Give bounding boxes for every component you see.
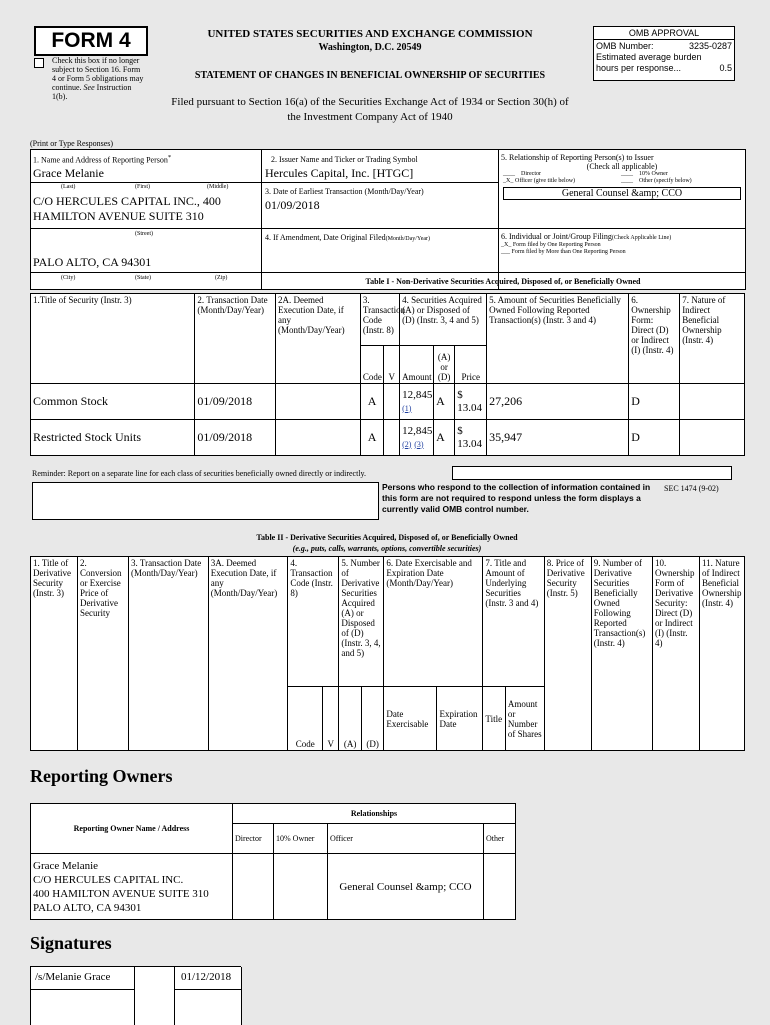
table2 <box>30 556 745 751</box>
print-type: (Print or Type Responses) <box>30 139 114 148</box>
address-line-2: HAMILTON AVENUE SUITE 310 <box>33 209 204 223</box>
t2-title: Title <box>483 687 505 751</box>
t1-h2a: 2A. Deemed Execution Date, if any (Month/Day/Year) <box>276 294 361 384</box>
reminder-field <box>452 466 732 480</box>
table2-subtitle: (e.g., puts, calls, warrants, options, convertible securities) <box>292 544 482 553</box>
t2-date-exercisable: Date Exercisable <box>384 687 437 751</box>
box5-sub: (Check all applicable) <box>586 162 658 171</box>
checkbox-see: See <box>83 83 95 92</box>
t1-r2-amount-cell <box>400 420 434 456</box>
city-state-zip: PALO ALTO, CA 94301 <box>33 255 152 269</box>
t2-h3a: 3A. Deemed Execution Date, if any (Month/Day/Year) <box>208 557 288 751</box>
t2-a: (A) <box>339 687 361 751</box>
t1-r2-title: Restricted Stock Units <box>31 420 195 456</box>
filing-box <box>501 232 743 256</box>
t2-amount: Amount or Number of Shares <box>505 687 544 751</box>
t2-h3: 3. Transaction Date (Month/Day/Year) <box>129 557 209 751</box>
t1-r1-footnote[interactable]: (1) <box>402 403 412 413</box>
t1-r2-footnote-2[interactable]: (2) <box>402 439 412 449</box>
t1-h1: 1.Title of Security (Instr. 3) <box>31 294 195 384</box>
t1-price: Price <box>455 346 487 384</box>
relationship-box: 5. Relationship of Reporting Person(s) to Issuer (Check all applicable) ____ Director ____ 10% Owner _X_ Officer (give title below) ____ Other (specify below) General Counsel &amp; CCO <box>501 153 743 200</box>
officer-mark: _X_ <box>503 178 514 184</box>
address-line-1: C/O HERCULES CAPITAL INC., 400 <box>33 194 221 208</box>
filed-pursuant-2: the Investment Company Act of 1940 <box>287 111 453 123</box>
filing-option-one: _X_ Form filed by One Reporting Person <box>501 242 601 248</box>
omb-hours: 0.5 <box>719 63 732 73</box>
issuer-box <box>265 155 495 180</box>
last-caption: (Last) <box>61 184 76 190</box>
box5-label: 5. Relationship of Reporting Person(s) to Issuer <box>501 153 654 162</box>
t1-h6: 6. Ownership Form: Direct (D) or Indirect (I) (Instr. 4) <box>629 294 680 384</box>
agency-location: Washington, D.C. 20549 <box>318 42 422 53</box>
owner-row <box>31 854 516 920</box>
table2-title: Table II - Derivative Securities Acquired, Disposed of, or Beneficially Owned <box>256 533 518 542</box>
signatures-heading: Signatures <box>30 933 112 953</box>
officer-header: Officer <box>328 824 484 854</box>
t1-r1-v <box>384 384 400 420</box>
t2-h2: 2. Conversion or Exercise Price of Derivative Security <box>77 557 128 751</box>
t2-h11: 11. Nature of Indirect Beneficial Ownership (Instr. 4) <box>699 557 744 751</box>
other-option: Other (specify below) <box>639 178 692 184</box>
box1-label: 1. Name and Address of Reporting Person <box>33 155 168 165</box>
t1-h2: 2. Transaction Date (Month/Day/Year) <box>195 294 276 384</box>
t1-r1-title: Common Stock <box>31 384 195 420</box>
ten-owner-option: 10% Owner <box>639 171 668 177</box>
owner-address-cell <box>31 854 233 920</box>
t1-r2-nature <box>680 420 745 456</box>
t1-h7: 7. Nature of Indirect Beneficial Ownership (Instr. 4) <box>680 294 745 384</box>
earliest-transaction-date: 01/09/2018 <box>265 198 320 212</box>
t2-h5: 5. Number of Derivative Securities Acquired (A) or Disposed of (D) (Instr. 3, 4, and 5) <box>339 557 384 687</box>
director-header: Director <box>233 824 274 854</box>
first-caption: (First) <box>135 184 150 190</box>
top-boxes <box>30 149 746 290</box>
t1-aord: (A) or (D) <box>434 346 455 384</box>
other-header: Other <box>484 824 516 854</box>
t2-h7: 7. Title and Amount of Underlying Securities (Instr. 3 and 4) <box>483 557 544 687</box>
t1-r1-amount-cell <box>400 384 434 420</box>
no-longer-subject-checkbox[interactable] <box>34 58 44 68</box>
earliest-transaction-box <box>265 187 495 212</box>
omb-number-label: OMB Number: <box>596 41 654 51</box>
omb-number: 3235-0287 <box>688 41 732 51</box>
city-caption: (City) <box>61 275 76 281</box>
t1-r2-owned: 35,947 <box>487 420 629 456</box>
t1-r2-form: D <box>629 420 680 456</box>
t1-h4: 4. Securities Acquired (A) or Disposed of (D) (Instr. 3, 4 and 5) <box>400 294 487 346</box>
t1-h3: 3. Transaction Code (Instr. 8) <box>360 294 399 346</box>
reporting-owners-table <box>30 803 516 920</box>
box4-label: 4. If Amendment, Date Original Filed <box>265 233 386 242</box>
t1-r2-date: 01/09/2018 <box>195 420 276 456</box>
t2-h9: 9. Number of Derivative Securities Beneficially Owned Following Reported Transaction(s) (Instr. 4) <box>591 557 652 751</box>
owner-line-2: C/O HERCULES CAPITAL INC. <box>33 873 184 886</box>
owner-line-1: Grace Melanie <box>33 859 99 872</box>
signature-value: /s/Melanie Grace <box>35 971 111 983</box>
form-title-box <box>34 26 148 56</box>
filed-pursuant-1: Filed pursuant to Section 16(a) of the Securities Exchange Act of 1934 or Section 30(h) of <box>171 96 569 108</box>
reporting-owners-heading: Reporting Owners <box>30 766 173 786</box>
t1-r1-code: A <box>360 384 383 420</box>
amendment-box <box>265 233 495 243</box>
issuer-name: Hercules Capital, Inc. [HTGC] <box>265 166 414 180</box>
t1-r1-amount: 12,845 <box>402 388 433 401</box>
box6-label: 6. Individual or Joint/Group Filing <box>501 232 612 241</box>
checkbox-text: Check this box if no longer subject to Section 16. Form 4 or Form 5 obligations may continue. <box>52 56 144 92</box>
t1-r2-footnote-3[interactable]: (3) <box>414 439 424 449</box>
checkbox-area <box>34 56 146 101</box>
owner-line-3: 400 HAMILTON AVENUE SUITE 310 <box>33 887 209 900</box>
zip-caption: (Zip) <box>215 275 228 281</box>
t1-r1-form: D <box>629 384 680 420</box>
t2-h10: 10. Ownership Form of Derivative Security: Direct (D) or Indirect (I) (Instr. 4) <box>652 557 699 751</box>
t1-amount: Amount <box>400 346 434 384</box>
t2-h8: 8. Price of Derivative Security (Instr. 5) <box>544 557 591 751</box>
statement-title: STATEMENT OF CHANGES IN BENEFICIAL OWNERSHIP OF SECURITIES <box>194 70 546 81</box>
ten-owner-header: 10% Owner <box>274 824 328 854</box>
omb-hours-label: hours per response... <box>596 63 682 73</box>
box3-label: 3. Date of Earliest Transaction (Month/Day/Year) <box>265 187 424 196</box>
table-row <box>31 420 745 456</box>
agency-name: UNITED STATES SECURITIES AND EXCHANGE COMMISSION <box>207 28 533 40</box>
reporting-person-name: Grace Melanie <box>33 165 104 180</box>
officer-option: Officer (give title below) <box>515 178 576 184</box>
middle-caption: (Middle) <box>207 184 229 190</box>
t1-r2-amount: 12,845 <box>402 424 433 437</box>
owner-line-4: PALO ALTO, CA 94301 <box>33 901 142 914</box>
t1-r2-aord: A <box>434 420 455 456</box>
signature-block <box>30 966 241 1025</box>
t1-r1-nature <box>680 384 745 420</box>
relationships-header: Relationships <box>233 804 516 824</box>
table1 <box>30 293 745 456</box>
street-caption: (Street) <box>135 231 153 237</box>
sec-code: SEC 1474 (9-02) <box>664 484 719 493</box>
omb-approval-box <box>593 26 735 81</box>
reporting-person-box <box>33 153 259 180</box>
table1-title: Table I - Non-Derivative Securities Acquired, Disposed of, or Beneficially Owned <box>365 277 641 286</box>
filing-option-multiple: ___ Form filed by More than One Reporting Person <box>501 249 626 255</box>
reminder-text: Reminder: Report on a separate line for each class of securities beneficially owned directly or indirectly. <box>32 469 367 478</box>
t1-r1-price: $ 13.04 <box>455 384 487 420</box>
t2-h1: 1. Title of Derivative Security (Instr. 3) <box>31 557 78 751</box>
t2-expiration: Expiration Date <box>437 687 483 751</box>
owner-name-header: Reporting Owner Name / Address <box>31 804 233 854</box>
t2-d: (D) <box>361 687 383 751</box>
signature-date: 01/12/2018 <box>181 971 232 983</box>
table-row <box>31 384 745 420</box>
form-title: FORM 4 <box>51 29 131 52</box>
t2-v: V <box>323 687 339 751</box>
t1-r2-price: $ 13.04 <box>455 420 487 456</box>
checkbox-instruction: Instruction 1(b). <box>52 83 132 101</box>
t1-r1-date: 01/09/2018 <box>195 384 276 420</box>
state-caption: (State) <box>135 275 151 281</box>
persons-notice: Persons who respond to the collection of information contained in this form are not required to respond unless the form displays a currently valid OMB control number. <box>382 482 651 514</box>
box1-star: * <box>167 154 172 161</box>
box2-label: 2. Issuer Name and Ticker or Trading Symbol <box>271 155 418 164</box>
t1-r1-aord: A <box>434 384 455 420</box>
t1-r2-code: A <box>360 420 383 456</box>
t1-r2-deemed <box>276 420 361 456</box>
director-option: Director <box>521 171 541 177</box>
t1-code: Code <box>360 346 383 384</box>
t1-r2-v <box>384 420 400 456</box>
omb-burden-label: Estimated average burden <box>596 52 702 62</box>
t1-h5: 5. Amount of Securities Beneficially Owned Following Reported Transaction(s) (Instr. 3 and 4) <box>487 294 629 384</box>
omb-title: OMB APPROVAL <box>594 27 734 40</box>
officer-title: General Counsel &amp; CCO <box>503 187 741 200</box>
box4-label-small: (Month/Day/Year) <box>385 236 431 242</box>
notice-blank-box <box>32 482 379 520</box>
t2-code: Code <box>288 687 323 751</box>
t1-v: V <box>384 346 400 384</box>
owner-officer-title: General Counsel &amp; CCO <box>328 854 484 920</box>
t2-h4: 4. Transaction Code (Instr. 8) <box>288 557 339 687</box>
box6-label-small: (Check Applicable Line) <box>611 235 672 241</box>
t1-r1-owned: 27,206 <box>487 384 629 420</box>
t2-h6: 6. Date Exercisable and Expiration Date (Month/Day/Year) <box>384 557 483 687</box>
t1-r1-deemed <box>276 384 361 420</box>
